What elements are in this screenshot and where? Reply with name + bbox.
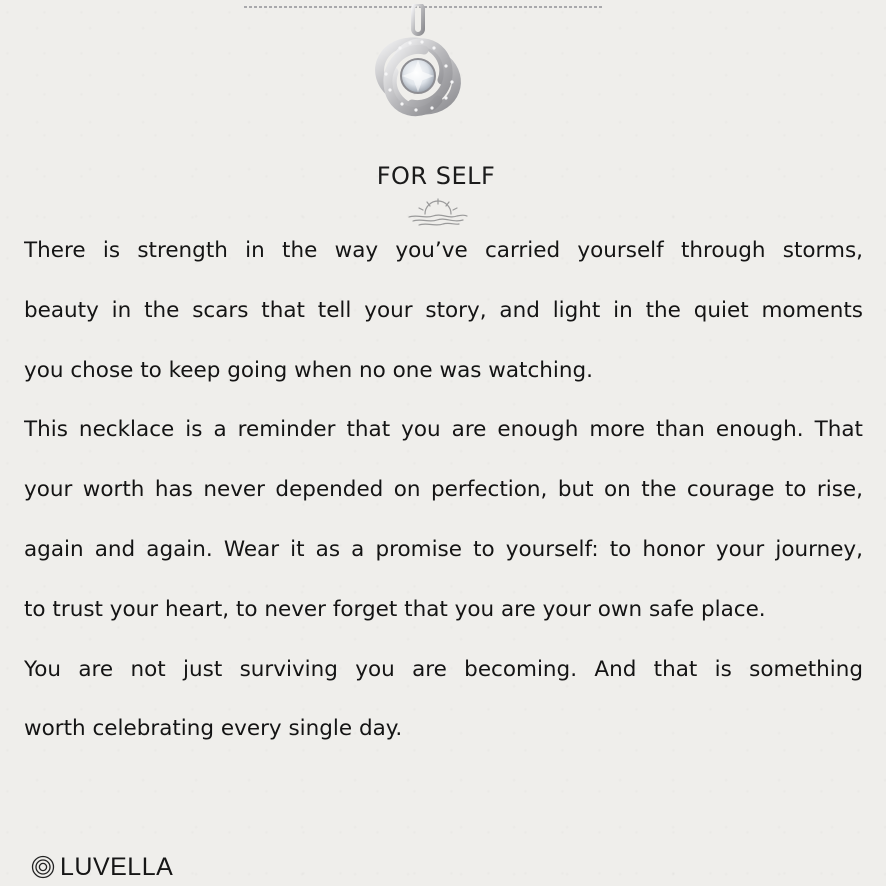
message-line: worth celebrating every single day. — [24, 716, 403, 742]
message-line: beauty in the scars that tell your story, and light in the quiet moments — [24, 297, 863, 323]
message-text — [24, 221, 863, 759]
message-line: There is strength in the way you’ve carried yourself through storms, — [24, 238, 863, 263]
card-title: FOR SELF — [376, 162, 496, 190]
brand-name: LUVELLA — [60, 852, 174, 881]
concentric-circles-logo-icon — [31, 855, 55, 879]
message-line: to trust your heart, to never forget that you are your own safe place. — [24, 596, 766, 622]
brand-logo — [31, 850, 173, 884]
message-line: again and again. Wear it as a promise to yourself: to honor your journey, — [24, 536, 863, 562]
message-line: your worth has never depended on perfection, but on the courage to rise, — [24, 477, 863, 503]
message-line: This necklace is a reminder that you are enough more than enough. That — [24, 417, 863, 443]
pendant-image — [360, 4, 476, 144]
message-line: You are not just surviving you are becoming. And that is something — [24, 656, 863, 682]
message-line: you chose to keep going when no one was watching. — [24, 357, 593, 383]
